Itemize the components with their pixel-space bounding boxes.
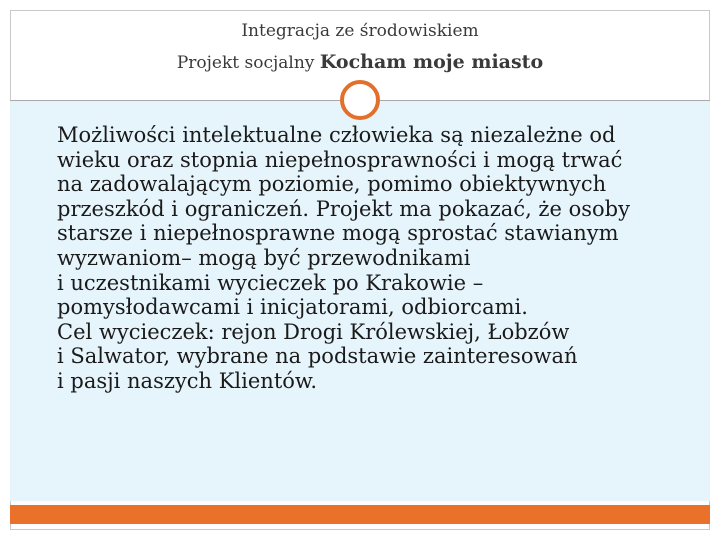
circle-ornament-icon — [340, 80, 380, 120]
title-prefix: Projekt socjalny — [176, 53, 320, 73]
body-line: Możliwości intelektualne człowieka są niezależne od — [57, 123, 616, 147]
body-line: i pasji naszych Klientów. — [57, 368, 318, 393]
body-paragraph-2 — [57, 320, 697, 394]
title-line-1: Integracja ze środowiskiem — [241, 21, 479, 41]
body-line: przeszkód i ograniczeń. Projekt ma pokazać, że osoby — [57, 196, 630, 221]
body-line: wieku oraz stopnia niepełnosprawności i mogą trwać — [57, 147, 623, 172]
content-panel — [10, 101, 710, 501]
title-project-name: Kocham moje miasto — [319, 51, 544, 73]
body-line: na zadowalającym poziomie, pomimo obiektywnych — [57, 172, 607, 197]
body-text — [57, 123, 697, 394]
body-line: Cel wycieczek: rejon Drogi Królewskiej, Łobzów — [57, 319, 570, 344]
body-line: starsze i niepełnosprawne mogą sprostać stawianym — [57, 221, 619, 246]
body-line: i Salwator, wybrane na podstawie zainteresowań — [57, 344, 578, 369]
body-line: i uczestnikami wycieczek po Krakowie – — [57, 270, 484, 295]
body-paragraph-1 — [57, 123, 697, 320]
body-line: pomysłodawcami i inicjatorami, odbiorcami. — [57, 295, 528, 320]
bottom-accent-bar — [10, 505, 710, 524]
body-line: wyzwaniom– mogą być przewodnikami — [57, 245, 471, 270]
title-line-2 — [10, 51, 710, 73]
